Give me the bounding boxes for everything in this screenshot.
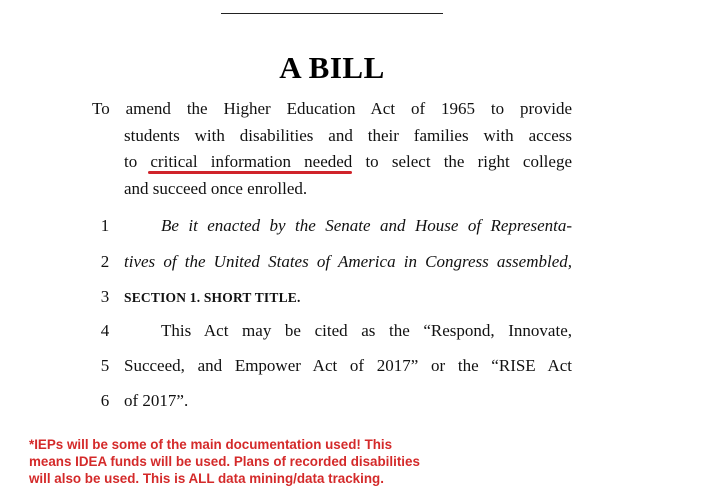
line-number: 5 — [100, 356, 110, 375]
enacting-clause-line: Be it enacted by the Senate and House of Representa- — [161, 216, 572, 235]
note-line: *IEPs will be some of the main documentation used! This — [29, 437, 393, 452]
line-number: 2 — [100, 252, 110, 271]
purpose-line: students with disabilities and their families with access — [124, 125, 572, 145]
line-number: 3 — [100, 287, 110, 306]
line-number: 1 — [100, 216, 110, 235]
enacting-clause-line: tives of the United States of America in Congress assembled, — [124, 252, 572, 271]
short-title-line: Succeed, and Empower Act of 2017” or the “RISE Act — [124, 356, 572, 375]
short-title-line: This Act may be cited as the “Respond, Innovate, — [161, 321, 572, 340]
note-line: means IDEA funds will be used. Plans of recorded disabilities — [29, 454, 420, 469]
line-number: 4 — [100, 321, 110, 340]
highlight-underline — [148, 171, 352, 174]
purpose-line: to critical information needed to select the right college — [124, 152, 572, 171]
section-heading: SECTION 1. SHORT TITLE. — [124, 290, 301, 305]
annotation-note — [29, 436, 489, 487]
top-rule — [221, 13, 443, 14]
purpose-line: and succeed once enrolled. — [124, 178, 308, 198]
short-title-line: of 2017”. — [124, 391, 189, 410]
line-number: 6 — [100, 391, 110, 410]
bill-title: A BILL — [279, 50, 385, 85]
purpose-line: To amend the Higher Education Act of 1965 to provide — [92, 99, 572, 118]
note-line: will also be used. This is ALL data mining/data tracking. — [29, 471, 384, 486]
